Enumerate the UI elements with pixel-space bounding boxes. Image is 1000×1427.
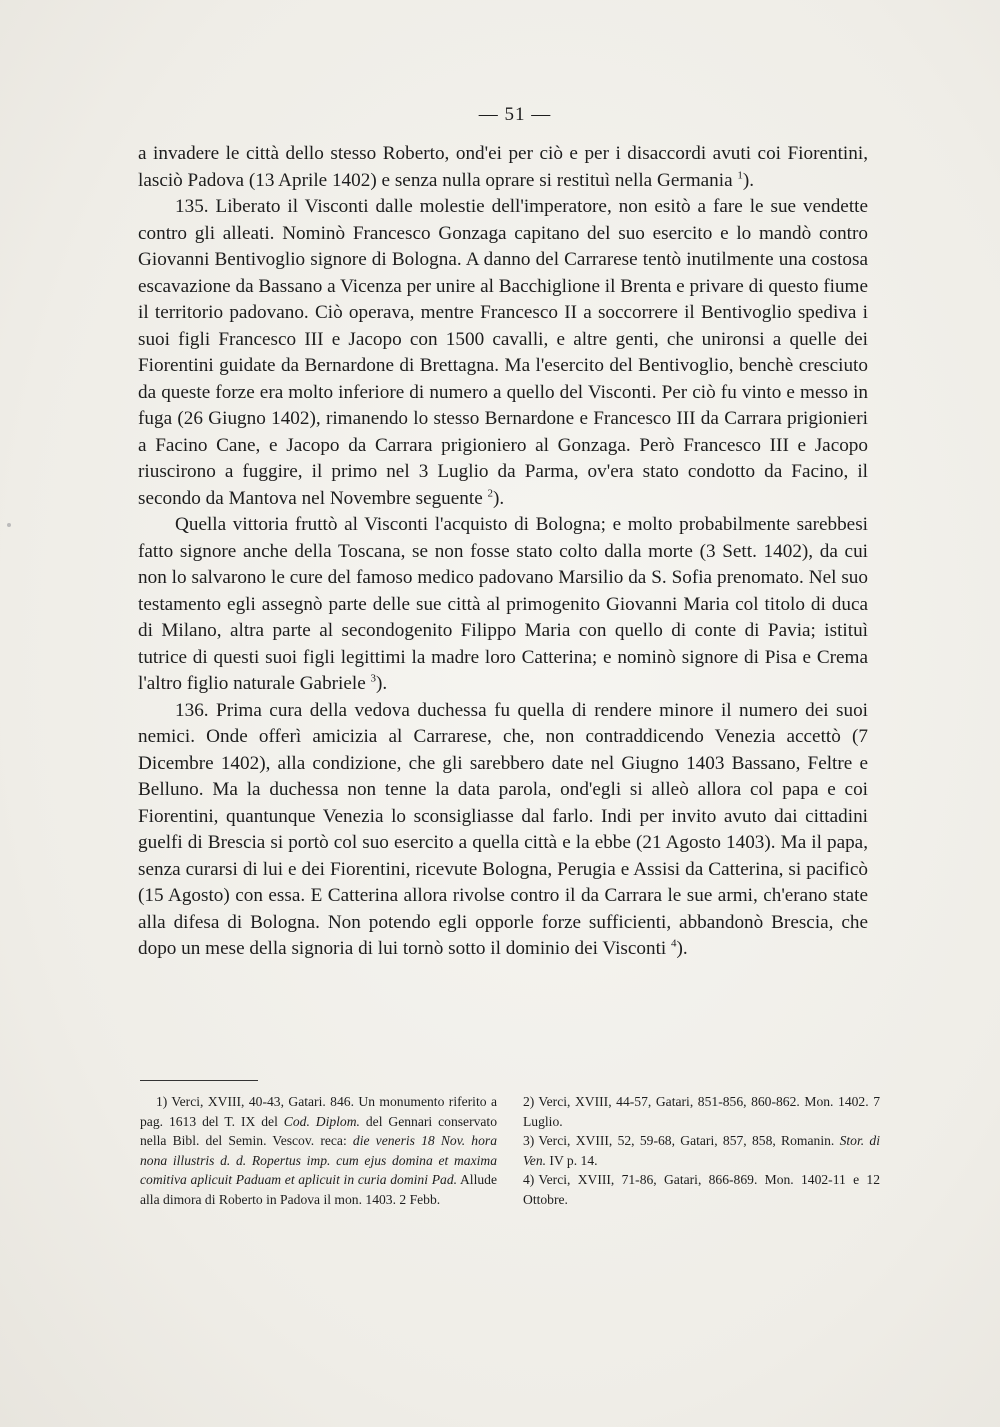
main-text bbox=[138, 141, 868, 963]
footnote-ref-3: 3 bbox=[370, 672, 377, 685]
paper-speck bbox=[7, 523, 11, 527]
footnote-ref-2: 2 bbox=[487, 487, 494, 500]
footnote-ref-1: 1 bbox=[737, 169, 743, 182]
paragraph-136: 136. Prima cura della vedova duchessa fu quella di rendere minore il numero dei suoi nemici. Onde offerì amicizia al Carrarese, che, non contraddicendo Venezia accettò (7 Dicembre 1402), alla condizione, che gli sarebbero date nel Giugno 1403 Bassano, Feltre e Belluno. Ma la duchessa non tenne la data parola, ond'egli si alleò allora col papa e coi Fiorentini, quantunque Venezia lo sconsigliasse dal farlo. Indi per invito avuto dai cittadini guelfi di Brescia si portò col suo esercito a quella città e la ebbe (21 Agosto 1403). Ma il papa, senza curarsi di lui e dei Fiorentini, ricevute Bologna, Perugia e Assisi da Catterina, si pacificò (15 Agosto) con essa. E Catterina allora rivolse contro il da Carrara le sue armi, ch'erano state alla difesa di Bologna. Non potendo egli opporle forze sufficienti, abbandonò Brescia, che dopo un mese della signoria di lui tornò sotto il dominio dei Visconti $^4$). bbox=[138, 699, 868, 959]
footnote-divider bbox=[140, 1080, 258, 1081]
footnote-ref-4: 4 bbox=[671, 937, 677, 950]
footnote-1: 1) Verci, XVIII, 40-43, Gatari. 846. Un monumento riferito a pag. 1613 del T. IX del Cod. Diplom. del Gennari conservato nella Bibl. del Semin. Vescov. reca: die veneris 18 Nov. hora nona illustris d. d. Ropertus imp. cum ejus domina et maxima comitiva aplicuit Paduam et aplicuit in curia domini Pad. Allude alla dimora di Roberto in Padova il mon. 1403. 2 Febb. bbox=[140, 1094, 498, 1207]
footnote-2: 2) Verci, XVIII, 44-57, Gatari, 851-856, 860-862. Mon. 1402. 7 Luglio. bbox=[523, 1094, 880, 1129]
footnote-4: 4) Verci, XVIII, 71-86, Gatari, 866-869. Mon. 1402-11 e 12 Ottobre. bbox=[523, 1172, 880, 1207]
paragraph-135: 135. Liberato il Visconti dalle molestie dell'imperatore, non esitò a fare le sue vendette contro gli alleati. Nominò Francesco Gonzaga capitano del suo esercito e lo mandò contro Giovanni Bentivoglio signore di Bologna. A danno del Carrarese tentò inutilmente una costosa escavazione da Bassano a Vicenza per unire al Bacchiglione il Brenta e privare di questo fiume il territorio padovano. Ciò operava, mentre Francesco II a soccorrere il Bentivoglio spediva i suoi figli Francesco III e Jacopo con 1500 cavalli, e altre genti, che unironsi a quelle dei Fiorentini guidate da Bernardone di Brettagna. Ma l'esercito del Bentivoglio, benchè cresciuto da queste forze era molto inferiore di numero a quello del Visconti. Per ciò fu vinto e messo in fuga (26 Giugno 1402), rimanendo lo stesso Bernardone e Francesco III da Carrara prigionieri a Facino Cane, e Jacopo da Carrara prigioniero al Gonzaga. Però Francesco III e Jacopo riuscirono a fuggire, il primo nel 3 Luglio da Parma, ov'era stato condotto da Facino, il secondo da Mantova nel Novembre seguente $^2$). bbox=[138, 196, 868, 509]
page-number: — 51 — bbox=[478, 104, 552, 125]
footnote-3: 3) Verci, XVIII, 52, 59-68, Gatari, 857, 858, Romanin. Stor. di Ven. IV p. 14. bbox=[523, 1133, 880, 1168]
paragraph-quella: Quella vittoria fruttò al Visconti l'acquisto di Bologna; e molto probabilmente sarebbesi fatto signore anche della Toscana, se non fosse stato colto dalla morte (3 Sett. 1402), da cui non lo salvarono le cure del famoso medico padovano Marsilio da S. Sofia prenomato. Nel suo testamento egli assegnò parte delle sue città al primogenito Giovanni Maria col titolo di duca di Milano, altra parte al secondogenito Filippo Maria con quello di conte di Pavia; istituì tutrice di questi suoi figli legittimi la madre loro Catterina; e nominò signore di Pisa e Crema l'altro figlio naturale Gabriele $^3$). bbox=[138, 514, 868, 694]
footnotes-left-column bbox=[140, 1092, 497, 1209]
paragraph-1: a invadere le città dello stesso Roberto, ond'ei per ciò e per i disaccordi avuti coi Fiorentini, lasciò Padova (13 Aprile 1402) e senza nulla oprare si restituì nella Germania $^1$). bbox=[138, 143, 868, 191]
footnotes-right-column bbox=[523, 1092, 880, 1209]
